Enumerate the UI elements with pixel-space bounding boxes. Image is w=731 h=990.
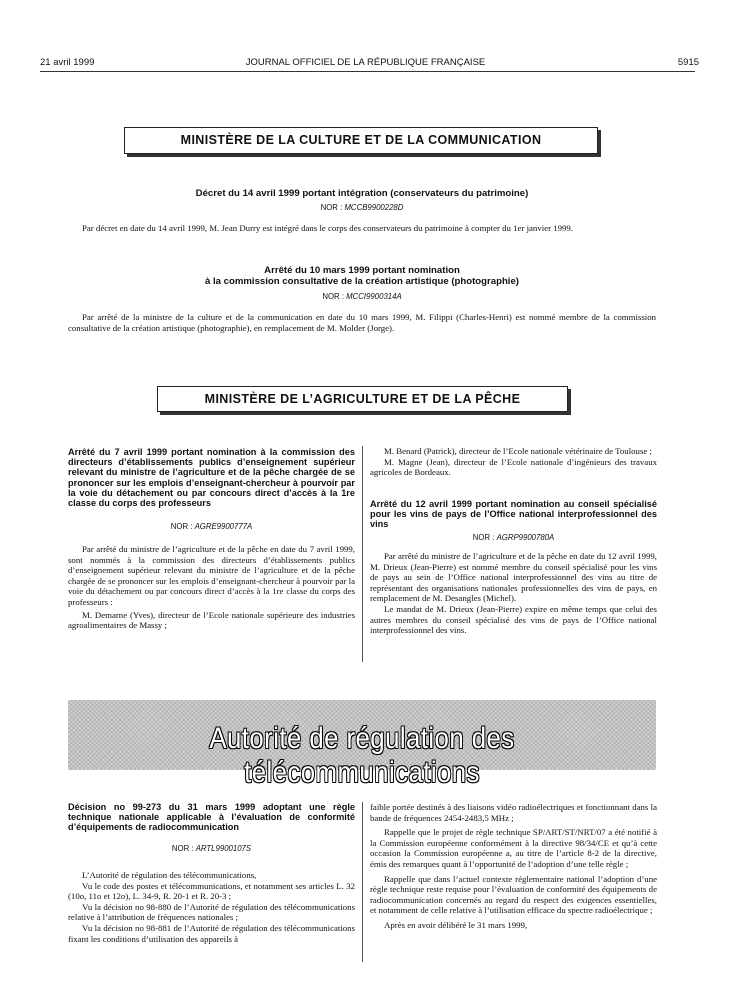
agri-right-body: Par arrêté du ministre de l’agriculture et de la pêche en date du 12 avril 1999, M. Drieux (Jean-Pierre) est nommé membre du conseil spécialisé pour les vins de pays au sein de l’Office national interprofessionnel des vins au titre de représentant des organisations nationales professionnelles des vins de pays, en remplacement de M. Desangles (Michel). Le mandat de M. Drieux (Jean-Pierre) expire en même temps que celui des autres membres du conseil spécialisé des vins de pays de l’Office national interprofessionnel des vins. xyxy=(370,551,657,636)
telecom-banner xyxy=(68,700,656,789)
agri-right-nor: NOR : AGRP9900780A xyxy=(472,533,555,542)
decree-1-nor: NOR : MCCB9900228D xyxy=(320,203,404,212)
header-rule xyxy=(40,71,695,72)
column-divider-2 xyxy=(362,802,363,962)
decree-2-text: Par arrêté de la ministre de la culture et de la communication en date du 10 mars 1999, M. Filippi (Charles-Henri) est nommé membre de la commission consultative de la création artistique (photographie), en remplacement de M. Molder (Jorge). xyxy=(68,312,656,333)
ministry-agriculture-heading: MINISTÈRE DE L’AGRICULTURE ET DE LA PÊCHE xyxy=(157,386,568,412)
agri-left-title: Arrêté du 7 avril 1999 portant nomination à la commission des directeurs d’établissements publics d’enseignement supérieur relevant du ministre de l’agriculture et de la pêche chargée de se prononcer sur les emplois d’enseignant-chercheur à pourvoir par la voie du détachement ou par concours direct d’accès à la 1re classe du corps des professeurs xyxy=(68,447,355,509)
decree-1-title: Décret du 14 avril 1999 portant intégration (conservateurs du patrimoine) xyxy=(195,188,529,199)
column-divider xyxy=(362,446,363,662)
telecom-right-body: faible portée destinés à des liaisons vidéo radioélectriques et fonctionnant dans la bande de fréquences 2454-2483,5 MHz ; Rappelle que le projet de règle technique SP/ART/ST/NRT/07 a été notifié à la Commission européenne conformément à la directive 98/34/CE et qu’à cette occasion la Commission européenne a, au titre de l’article 8-2 de la directive, émis des remarques quant à l’opportunité de l’adoption d’une telle règle ; Rappelle que dans l’actuel contexte réglementaire national l’adoption d’une règle technique reste requise pour l’évaluation de conformité des équipements de radiocommunication concernés au regard du respect des exigences essentielles, et notamment de celle relative à l’utilisation efficace du spectre radioélectrique ; Après en avoir délibéré le 31 mars 1999, xyxy=(370,802,657,930)
issue-date: 21 avril 1999 xyxy=(40,57,95,68)
decree-2-title: Arrêté du 10 mars 1999 portant nomination à la commission consultative de la création artistique (photographie) xyxy=(205,265,519,287)
agri-left-body: Par arrêté du ministre de l’agriculture et de la pêche en date du 7 avril 1999, sont nommés à la commission des directeurs d’établissements publics d’enseignement supérieur relevant du ministre de l’agriculture et de la pêche chargée de se prononcer sur les emplois d’enseignant-chercheur à pourvoir par la voie du détachement ou par concours direct d’accès à la 1re classe du corps des professeurs : M. Demarne (Yves), directeur de l’Ecole nationale supérieure des industries agroalimentaires de Massy ; xyxy=(68,544,355,631)
telecom-banner-title: Autorité de régulation des télécommunications xyxy=(209,722,515,789)
agri-left-nor: NOR : AGRE9900777A xyxy=(170,522,253,531)
telecom-left-body: L’Autorité de régulation des télécommunications, Vu le code des postes et télécommunications, et notamment ses articles L. 32 (10o, 11o et 12o), L. 34-9, R. 20-1 et R. 20-3 ; Vu la décision no 98-880 de l’Autorité de régulation des télécommunications relative à l’attribution de fréquences nationales ; Vu la décision no 98-881 de l’Autorité de régulation des télécommunications fixant les conditions d’utilisation des appareils à xyxy=(68,870,355,944)
agri-right-body-top: M. Benard (Patrick), directeur de l’Ecole nationale vétérinaire de Toulouse ; M. Magne (Jean), directeur de l’Ecole nationale d’ingénieurs des travaux agricoles de Bordeaux. xyxy=(370,446,657,478)
decree-1-text: Par décret en date du 14 avril 1999, M. Jean Durry est intégré dans le corps des conservateurs du patrimoine à compter du 1er janvier 1999. xyxy=(82,223,574,233)
telecom-nor: NOR : ARTL9900107S xyxy=(171,844,252,853)
agri-right-title: Arrêté du 12 avril 1999 portant nomination au conseil spécialisé pour les vins de pays de l’Office national interprofessionnel des vins xyxy=(370,499,657,530)
decree-2-nor: NOR : MCCI9900314A xyxy=(322,292,402,301)
ministry-culture-heading: MINISTÈRE DE LA CULTURE ET DE LA COMMUNICATION xyxy=(124,127,598,154)
page-number: 5915 xyxy=(677,57,699,68)
telecom-title: Décision no 99-273 du 31 mars 1999 adoptant une règle technique nationale applicable à l’évaluation de conformité d’équipements de radiocommunication xyxy=(68,802,355,833)
journal-title: JOURNAL OFFICIEL DE LA RÉPUBLIQUE FRANÇAISE xyxy=(245,57,486,68)
